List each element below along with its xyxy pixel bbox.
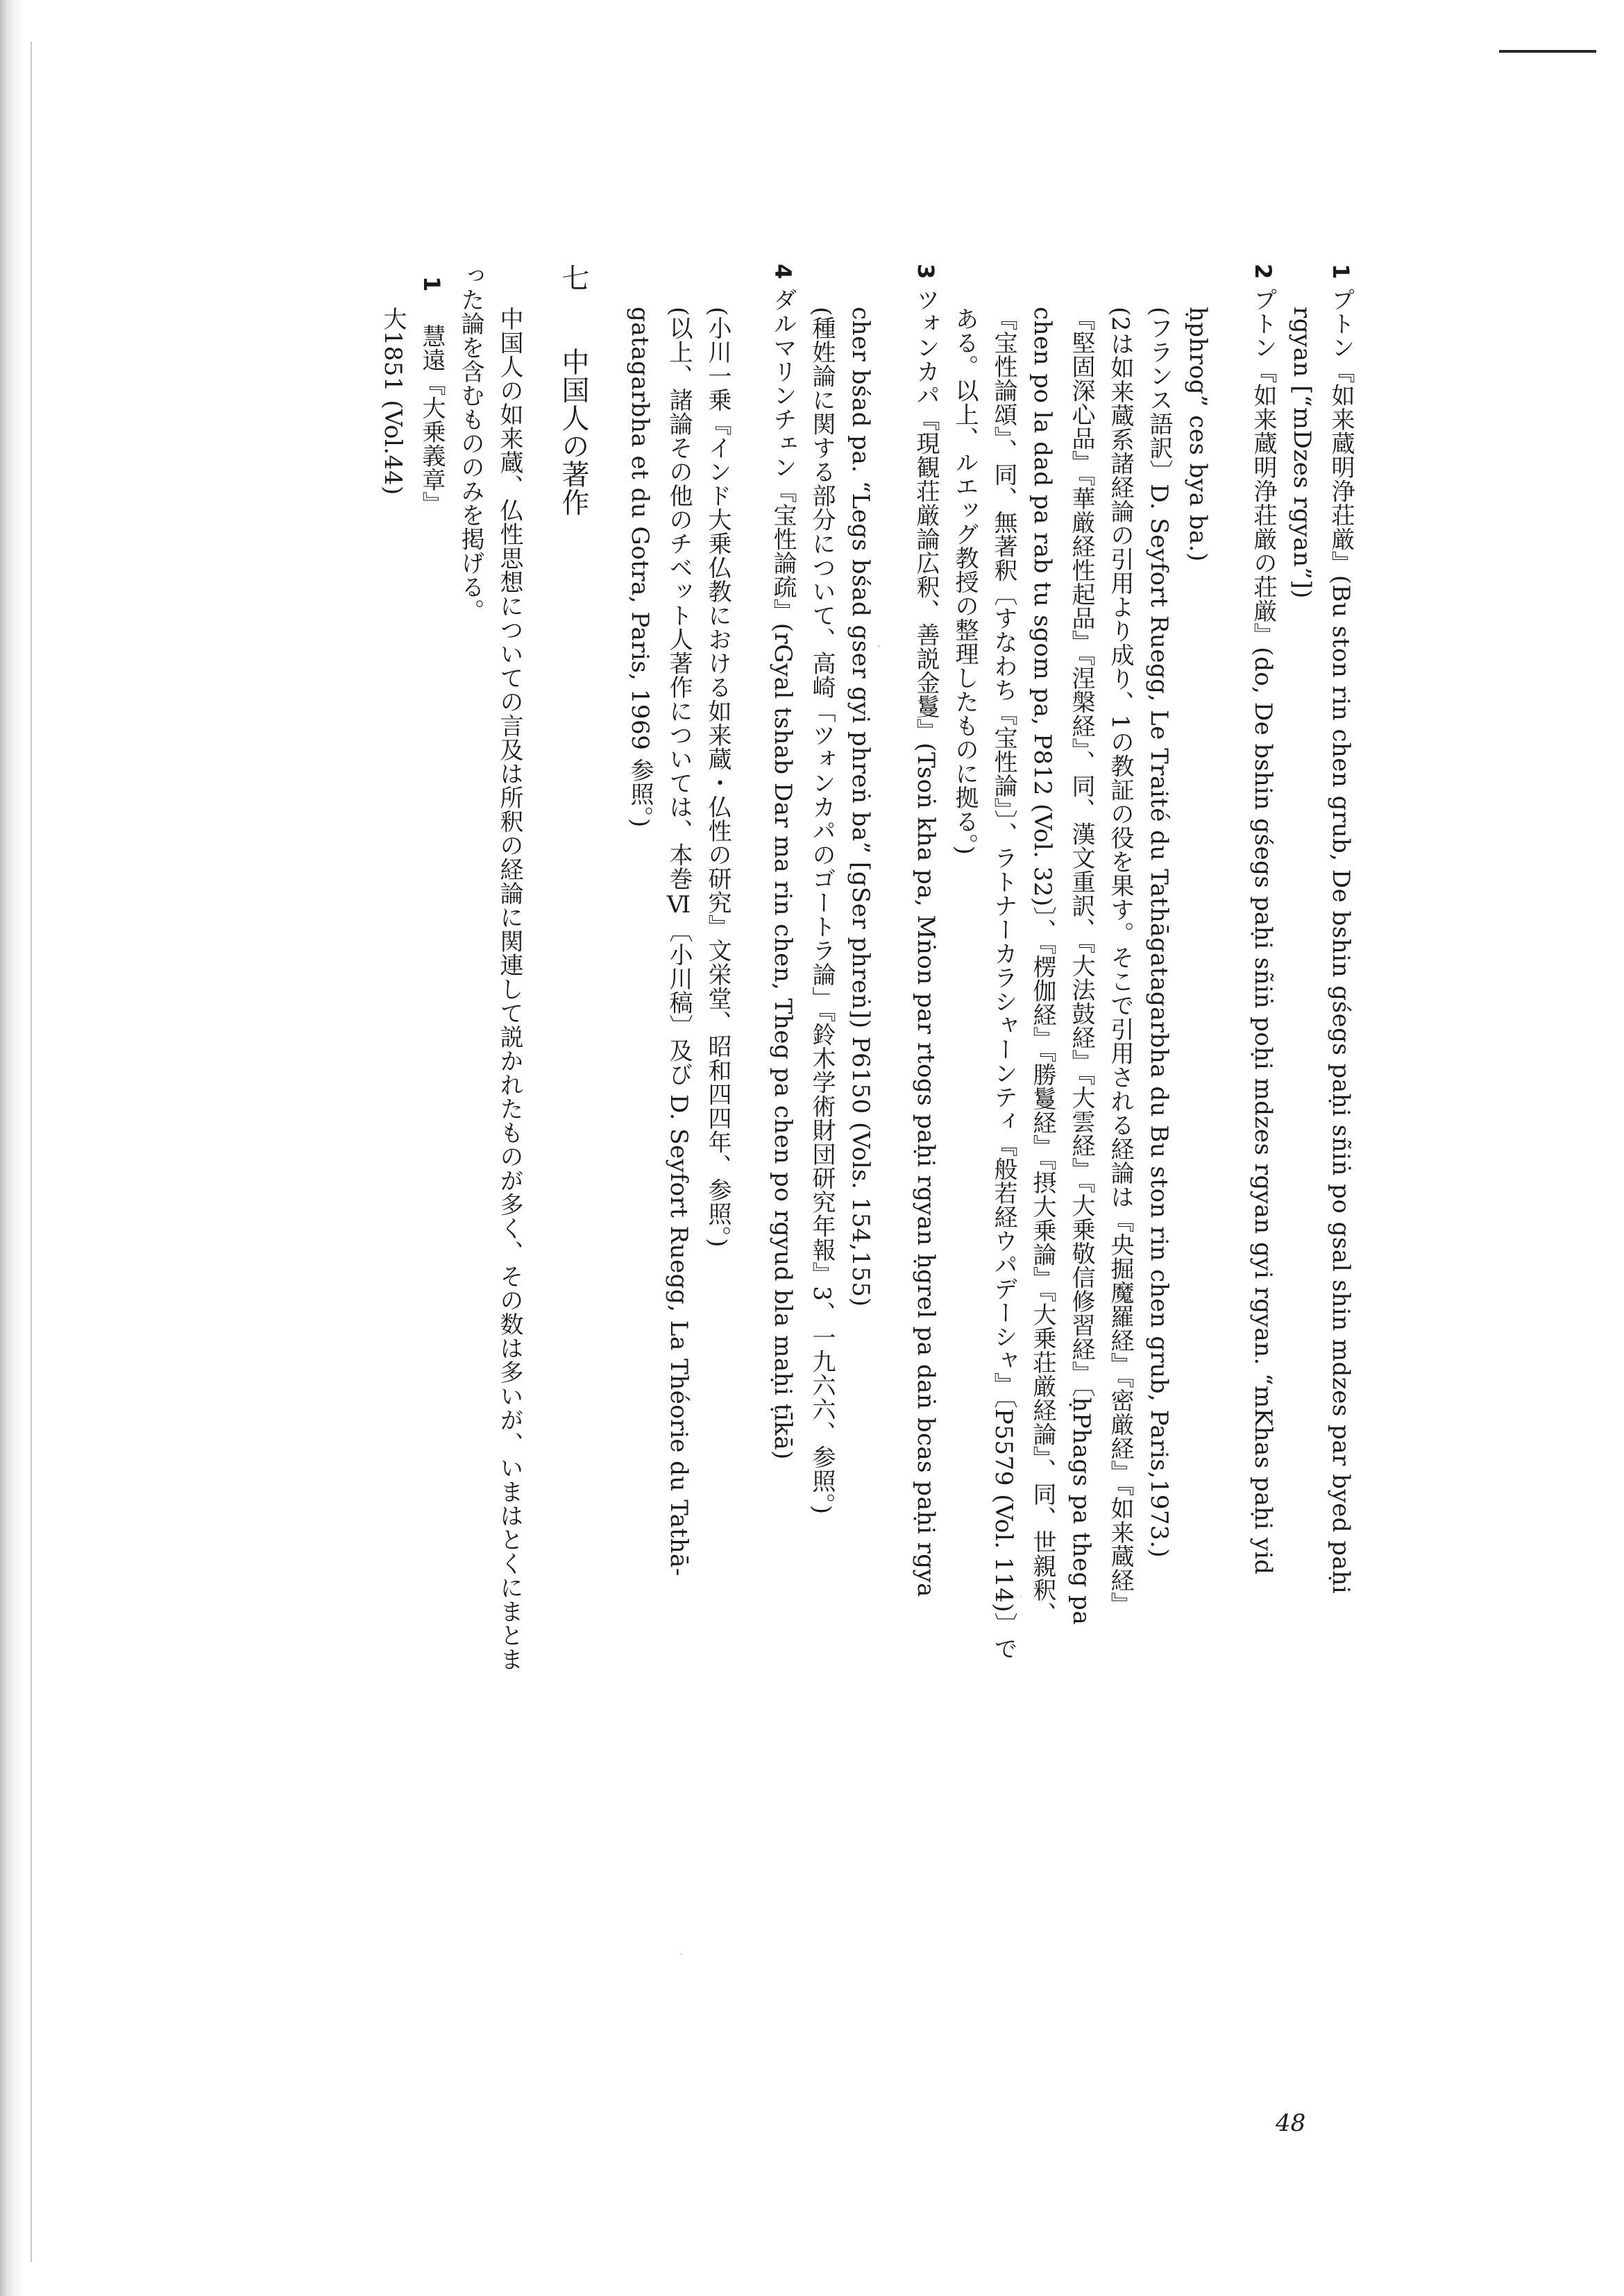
header-rule [1499,50,1596,53]
note-4-line-4: gatagarbha et du Gotra, Paris, 1969 参照。) [626,307,654,828]
note-number: 4 [770,264,796,280]
note-2-line-1: 2プトン『如来蔵明浄荘厳の荘厳』(do, De bshin gśegs paḥi sñiṅ poḥi mdzes rgyan gyi rgyan. “mKhas paḥi yid [1249,264,1277,1575]
note-number: 2 [1250,264,1276,280]
section-intro-line-1: 中国人の如来蔵、仏性思想についての言及は所釈の経論に関連して説かれたものが多く、その数は多いが、いまはとくにまとま [496,307,523,1672]
section-item-1-line-2: 大1851 (Vol.44) [379,307,407,495]
note-2-line-4: (2は如来蔵系諸経論の引用より成り、1の教証の役を果す。そこで引用される経論は『央掘魔羅経』『密厳経』『如来蔵経』 [1106,307,1134,1617]
note-number: 1 [1328,264,1354,280]
item-number: 1 [418,276,445,292]
note-3-line-3: (種姓論に関する部分について、高崎「ツォンカパのゴートラ論」『鈴木学術財団研究年報』3、一九六六、参照。) [808,307,836,1515]
note-4-line-1: 4ダルマリンチェン『宝性論疏』(rGyal tshab Dar ma rin chen, Theg pa chen po rgyud bla maḥi ṭīkā) [769,264,797,1460]
note-1-line-1: 1プトン『如来蔵明浄荘厳』(Bu ston rin chen grub, De bshin gśegs paḥi sñiṅ po gsal shin mdzes par byed paḥi [1327,264,1355,1595]
scan-edge-line [31,42,32,2262]
note-2-line-3: (フランス語訳〕D. Seyfort Ruegg, Le Traité du Tathāgatagarbha du Bu ston rin chen grub, Paris,1973.) [1145,307,1173,1558]
section-intro-line-2: った論を含むもののみを掲げる。 [457,264,484,623]
section-item-1-line-1: 1 慧遠『大乗義章』 [418,276,446,516]
note-number: 3 [913,264,939,280]
note-2-line-7: 『宝性論頌』、同、無著釈〔すなわち『宝性論』〕、ラトナーカラシャーンティ『般若経ウパデーシャ』〔P5579 (Vol. 114)〕で [990,307,1017,1661]
note-3-line-1: 3ツォンカパ『現観荘厳論広釈、善説金鬘』(Tsoṅ kha pa, Mṅon par rtogs paḥi rgyan ḥgrel pa daṅ bcas paḥi rgya [912,264,940,1598]
page-number: 48 [1276,2109,1306,2137]
scan-shadow-edge [0,0,26,2296]
vertical-text-block [373,264,1360,2061]
note-4-line-3: (以上、諸論その他のチベット人著作については、本巻Ⅵ〔小川稿〕及び D. Seyfort Ruegg, La Théorie du Tathā- [665,307,693,1576]
section-title: 中国人の著作 [557,348,589,516]
section-number: 七 [557,264,589,292]
note-2-line-6: chen po la dad pa rab tu sgom pa, P812 (Vol. 32)〕、『楞伽経』『勝鬘経』『摂大乗論』『大乗荘厳経論』、同、世親釈、 [1029,307,1056,1626]
section-heading [554,264,593,2061]
note-1-line-2: rgyan [“mDzes rgyan”]) [1288,307,1316,599]
note-2-line-8: ある。以上、ルエッグ教授の整理したものに拠る。) [951,307,979,856]
note-2-line-2: ḥphrog” ces bya ba.) [1184,307,1212,562]
note-2-line-5: 『堅固深心品』『華厳経性起品』『涅槃経』、同、漢文重訳、『大法鼓経』『大雲経』『大乗敬信修習経』〔ḥPhags pa theg pa [1067,307,1095,1626]
note-3-line-2: cher bśad pa. “Legs bśad gser gyi phreṅ ba” [gSer phreṅ]) P6150 (Vols. 154,155) [847,307,874,1307]
note-4-line-2: (小川一乗『インド大乗仏教における如来蔵・仏性の研究』文栄堂、昭和四四年、参照。) [704,307,731,1248]
